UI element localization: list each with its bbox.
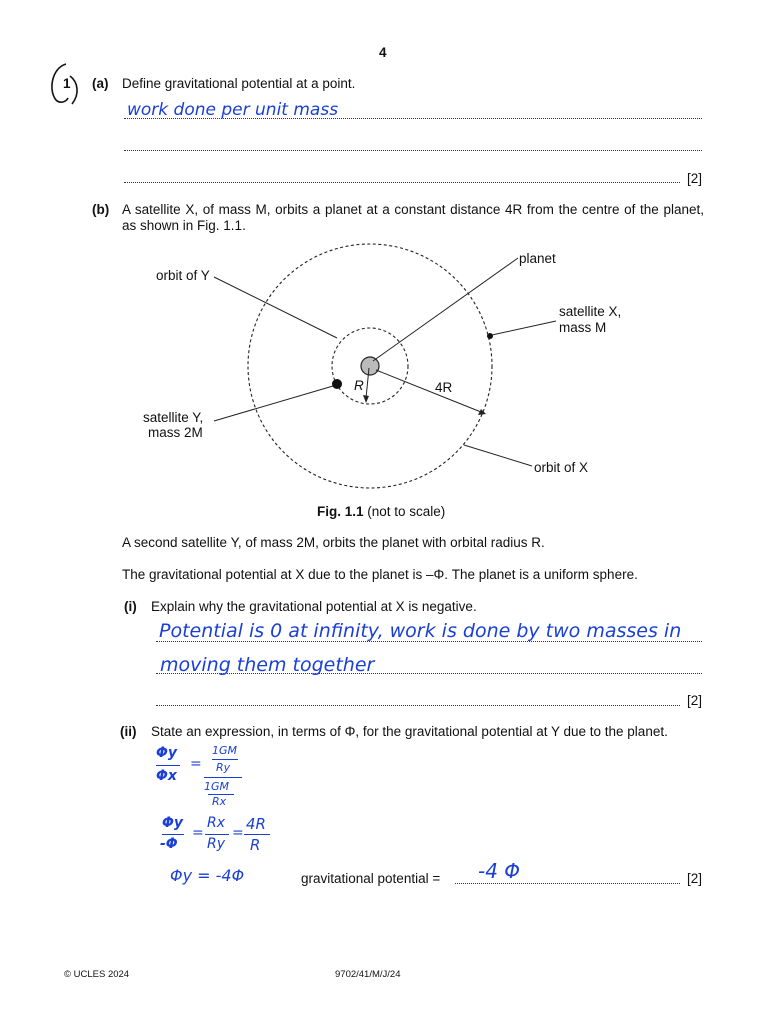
work-2-rhs-num: 4R xyxy=(246,815,266,833)
part-a-handwritten-answer: work done per unit mass xyxy=(127,100,339,120)
work-2-mid-den: Ry xyxy=(207,836,226,852)
label-satellite-x-1: satellite X, xyxy=(559,304,622,319)
work-2-mid-num: Rx xyxy=(207,815,226,831)
fraction-bar xyxy=(244,834,270,835)
orbit-diagram xyxy=(140,240,620,490)
figure-caption-bold: Fig. 1.1 xyxy=(317,504,364,519)
work-1-top-den: Ry xyxy=(216,761,231,774)
part-a-question: Define gravitational potential at a point. xyxy=(122,76,356,91)
work-1-lhs-den: Φx xyxy=(156,768,177,784)
part-a-marks: [2] xyxy=(687,171,703,186)
fraction-bar xyxy=(205,834,229,835)
label-orbit-x: orbit of X xyxy=(534,460,589,475)
answer-line[interactable] xyxy=(455,883,680,884)
part-a-label: (a) xyxy=(92,76,109,91)
satellite-x xyxy=(487,333,493,339)
work-1-bot-den: Rx xyxy=(212,795,227,808)
sub-i-handwritten-line-2: moving them together xyxy=(160,654,375,676)
part-b-intro: A satellite X, of mass M, orbits a planet at a constant distance 4R from the centre of the planet, as shown in Fig. 1.1. xyxy=(122,202,704,233)
sub-ii-handwritten-answer: -4 Φ xyxy=(478,859,521,883)
work-2-eq-1: = xyxy=(192,825,204,841)
work-1-bot: 1GM xyxy=(204,780,230,793)
work-2-lhs-den: -Φ xyxy=(160,836,178,852)
footer-code: 9702/41/M/J/24 xyxy=(335,969,401,980)
work-2-eq-2: = xyxy=(232,825,244,841)
label-planet: planet xyxy=(519,251,556,266)
part-b-para-1: A second satellite Y, of mass 2M, orbits the planet with orbital radius R. xyxy=(122,535,545,550)
work-2-lhs-num: Φy xyxy=(162,815,184,831)
label-r: R xyxy=(354,378,364,393)
sub-ii-marks: [2] xyxy=(687,871,703,886)
sub-ii-answer-label: gravitational potential = xyxy=(301,871,441,886)
sub-i-label: (i) xyxy=(124,599,137,614)
sub-i-marks: [2] xyxy=(687,693,703,708)
part-b-label: (b) xyxy=(92,202,110,217)
part-b-para-2: The gravitational potential at X due to the planet is –Φ. The planet is a uniform sphere. xyxy=(122,567,638,582)
work-1-lhs-num: Φy xyxy=(156,745,178,761)
fraction-bar xyxy=(204,777,242,778)
fraction-bar xyxy=(156,765,180,766)
sub-i-question: Explain why the gravitational potential at X is negative. xyxy=(151,599,477,614)
work-2-rhs-den: R xyxy=(250,836,261,854)
fraction-bar xyxy=(212,759,238,760)
sub-ii-label: (ii) xyxy=(120,724,137,739)
page-number: 4 xyxy=(379,45,387,60)
label-satellite-x-2: mass M xyxy=(559,320,607,335)
label-orbit-y: orbit of Y xyxy=(156,268,210,283)
figure-caption-rest: (not to scale) xyxy=(363,504,446,519)
answer-line[interactable] xyxy=(124,150,702,151)
figure-caption xyxy=(317,504,445,520)
fraction-bar xyxy=(162,834,184,835)
work-1-eq: = xyxy=(190,756,202,772)
label-satellite-y-2: mass 2M xyxy=(148,425,203,440)
question-number: 1 xyxy=(63,76,71,91)
answer-line[interactable] xyxy=(156,705,680,706)
label-4r: 4R xyxy=(435,380,453,395)
work-1-top: 1GM xyxy=(212,744,238,757)
footer-copyright: © UCLES 2024 xyxy=(64,969,130,980)
planet xyxy=(361,357,379,375)
sub-ii-question: State an expression, in terms of Φ, for the gravitational potential at Y due to the planet. xyxy=(151,724,668,739)
answer-line[interactable] xyxy=(124,182,680,183)
label-satellite-y-1: satellite Y, xyxy=(143,410,204,425)
satellite-y xyxy=(332,379,342,389)
work-3: Φy = -4Φ xyxy=(170,866,245,885)
sub-i-handwritten-line-1: Potential is 0 at infinity, work is done by two masses in xyxy=(159,620,682,642)
